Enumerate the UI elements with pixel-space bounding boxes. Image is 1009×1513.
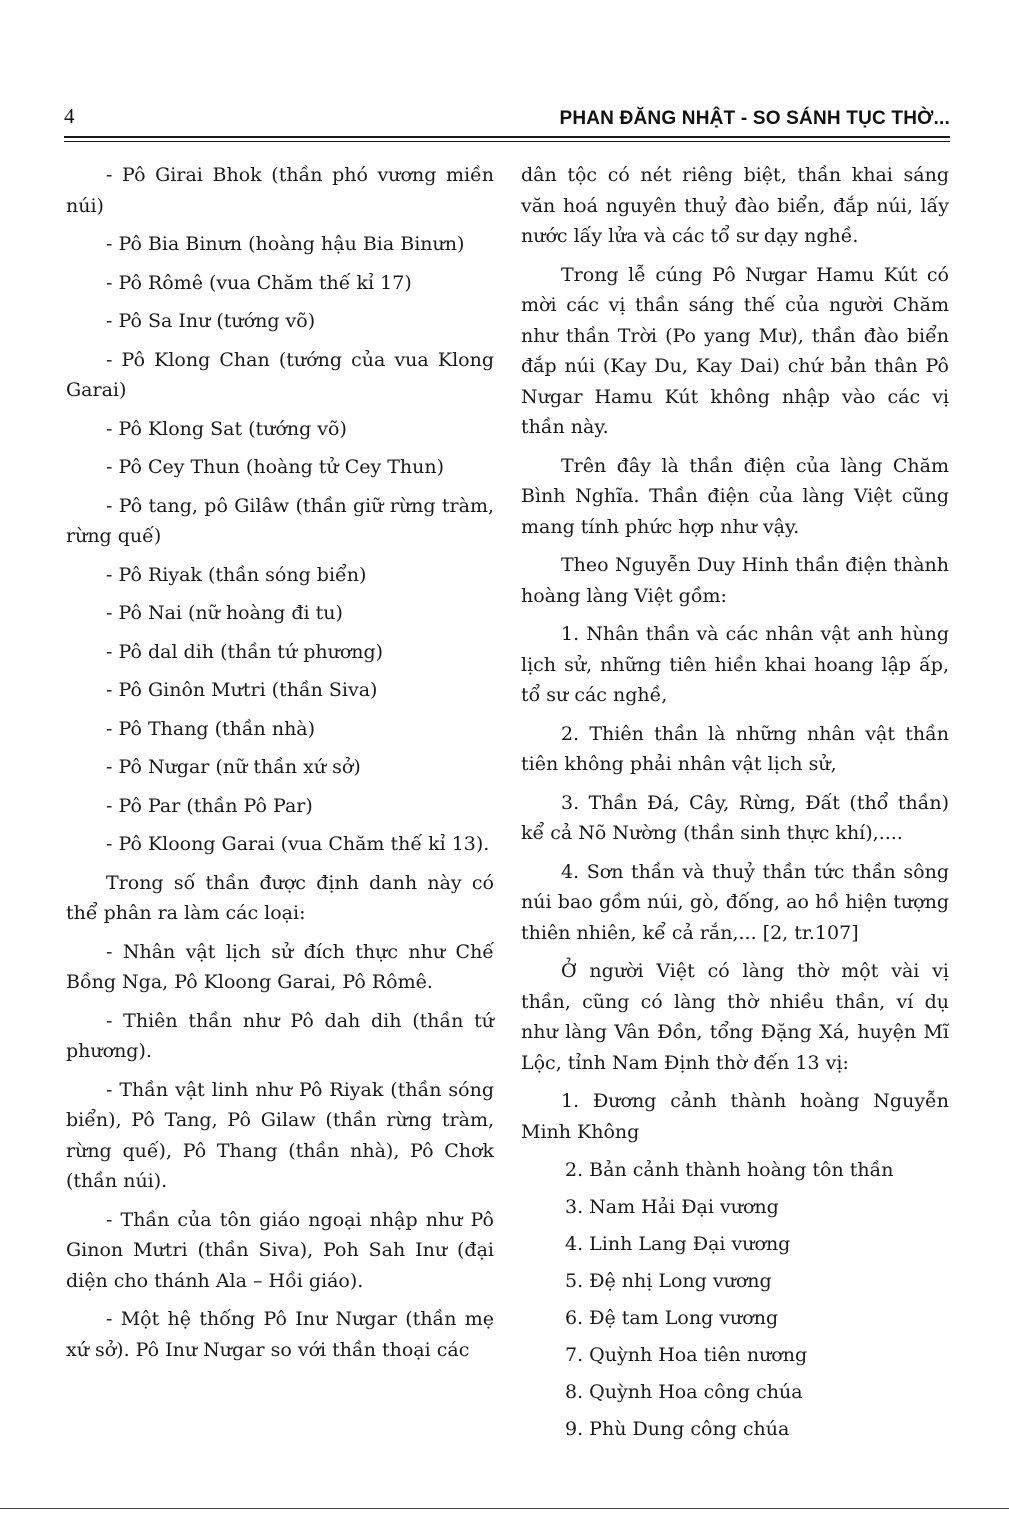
list-item: 9. Phù Dung công chúa bbox=[565, 1418, 790, 1440]
left-column bbox=[66, 160, 494, 1373]
paragraph: 4. Sơn thần và thuỷ thần tức thần sông núi bao gồm núi, gò, đống, ao hồ hiện tượng thiên nhiên, kể cả rắn,... [2, tr.107] bbox=[521, 860, 949, 944]
paragraph: - Một hệ thống Pô Inư Nưgar (thần mẹ xứ sở). Pô Inư Nưgar so với thần thoại các bbox=[66, 1308, 494, 1361]
paragraph: - Thiên thần như Pô dah dih (thần tứ phương). bbox=[66, 1009, 494, 1062]
paragraph: 1. Nhân thần và các nhân vật anh hùng lịch sử, những tiên hiền khai hoang lập ấp, tổ sư các nghề, bbox=[521, 623, 949, 706]
paragraph: - Pô Sa Inư (tướng võ) bbox=[106, 310, 316, 332]
paragraph: - Pô Klong Sat (tướng võ) bbox=[106, 417, 347, 440]
paragraph: Theo Nguyễn Duy Hinh thần điện thành hoàng làng Việt gồm: bbox=[521, 554, 949, 607]
paragraph: - Nhân vật lịch sử đích thực như Chế Bồng Nga, Pô Kloong Garai, Pô Rômê. bbox=[66, 940, 494, 993]
bottom-rule bbox=[0, 1508, 1009, 1509]
page-header bbox=[64, 104, 950, 138]
list-item: 2. Bản cảnh thành hoàng tôn thần bbox=[565, 1159, 894, 1181]
running-title: PHAN ĐĂNG NHẬT - SO SÁNH TỤC THỜ... bbox=[559, 108, 950, 129]
list-item: 7. Quỳnh Hoa tiên nương bbox=[565, 1344, 808, 1366]
paragraph: 2. Thiên thần là những nhân vật thần tiên không phải nhân vật lịch sử, bbox=[521, 722, 949, 775]
paragraph: - Pô Cey Thun (hoàng tử Cey Thun) bbox=[106, 456, 445, 478]
paragraph: - Pô Riyak (thần sóng biển) bbox=[106, 563, 367, 586]
list-item: 3. Nam Hải Đại vương bbox=[565, 1196, 779, 1218]
paragraph: - Pô Par (thần Pô Par) bbox=[106, 794, 313, 817]
list-item: 6. Đệ tam Long vương bbox=[565, 1307, 779, 1329]
paragraph: Trên đây là thần điện của làng Chăm Bình Nghĩa. Thần điện của làng Việt cũng mang tính phức hợp như vậy. bbox=[521, 454, 949, 538]
list-item: 4. Linh Lang Đại vương bbox=[565, 1233, 791, 1255]
paragraph: Ở người Việt có làng thờ một vài vị thần, cũng có làng thờ nhiều thần, ví dụ như làng Vân Đồn, tổng Đặng Xá, huyện Mĩ Lộc, tỉnh Nam Định thờ đến 13 vị: bbox=[521, 960, 949, 1074]
paragraph: - Pô Nưgar (nữ thần xứ sở) bbox=[106, 756, 361, 778]
header-rule-thin bbox=[64, 141, 950, 142]
paragraph: Trong lễ cúng Pô Nưgar Hamu Kút có mời các vị thần sáng thế của người Chăm như thần Trời (Po yang Mư), thần đào biển đắp núi (Kay Du, Kay Dai) chứ bản thân Pô Nưgar Hamu Kút không nhập vào các vị thần này. bbox=[521, 263, 949, 438]
paragraph: - Pô Thang (thần nhà) bbox=[106, 717, 316, 740]
paragraph: dân tộc có nét riêng biệt, thần khai sáng văn hoá nguyên thuỷ đào biển, đắp núi, lấy nước lấy lửa và các tổ sư dạy nghề. bbox=[521, 164, 949, 247]
paragraph: - Pô Klong Chan (tướng của vua Klong Garai) bbox=[66, 348, 494, 401]
paragraph: - Thần của tôn giáo ngoại nhập như Pô Ginon Mưtri (thần Siva), Poh Sah Inư (đại diện cho thánh Ala – Hồi giáo). bbox=[66, 1208, 494, 1292]
list-item: 8. Quỳnh Hoa công chúa bbox=[565, 1381, 803, 1403]
paragraph: 3. Thần Đá, Cây, Rừng, Đất (thổ thần) kể cả Nõ Nường (thần sinh thực khí),.... bbox=[521, 791, 949, 844]
paragraph: Trong số thần được định danh này có thể phân ra làm các loại: bbox=[66, 871, 494, 924]
header-rule-thick bbox=[64, 136, 950, 138]
paragraph: - Thần vật linh như Pô Riyak (thần sóng biển), Pô Tang, Pô Gilaw (thần rừng tràm, rừng quế), Pô Thang (thần nhà), Pô Chơk (thần núi). bbox=[66, 1078, 494, 1192]
paragraph: - Pô Ginôn Mưtri (thần Siva) bbox=[106, 679, 378, 701]
paragraph: 1. Đương cảnh thành hoàng Nguyễn Minh Không bbox=[521, 1090, 949, 1143]
paragraph: - Pô Kloong Garai (vua Chăm thế kỉ 13). bbox=[106, 833, 490, 855]
paragraph: - Pô Nai (nữ hoàng đi tu) bbox=[106, 602, 343, 624]
list-item: 5. Đệ nhị Long vương bbox=[565, 1270, 772, 1292]
paragraph: - Pô dal dih (thần tứ phương) bbox=[106, 640, 384, 663]
paragraph: - Pô tang, pô Gilâw (thần giữ rừng tràm, rừng quế) bbox=[66, 494, 494, 547]
paragraph: - Pô Bia Binưn (hoàng hậu Bia Binưn) bbox=[106, 233, 465, 255]
paragraph: - Pô Rômê (vua Chăm thế kỉ 17) bbox=[106, 271, 412, 294]
paragraph: - Pô Girai Bhok (thần phó vương miền núi) bbox=[66, 164, 494, 217]
page-number: 4 bbox=[64, 104, 75, 128]
right-column bbox=[521, 160, 949, 1451]
